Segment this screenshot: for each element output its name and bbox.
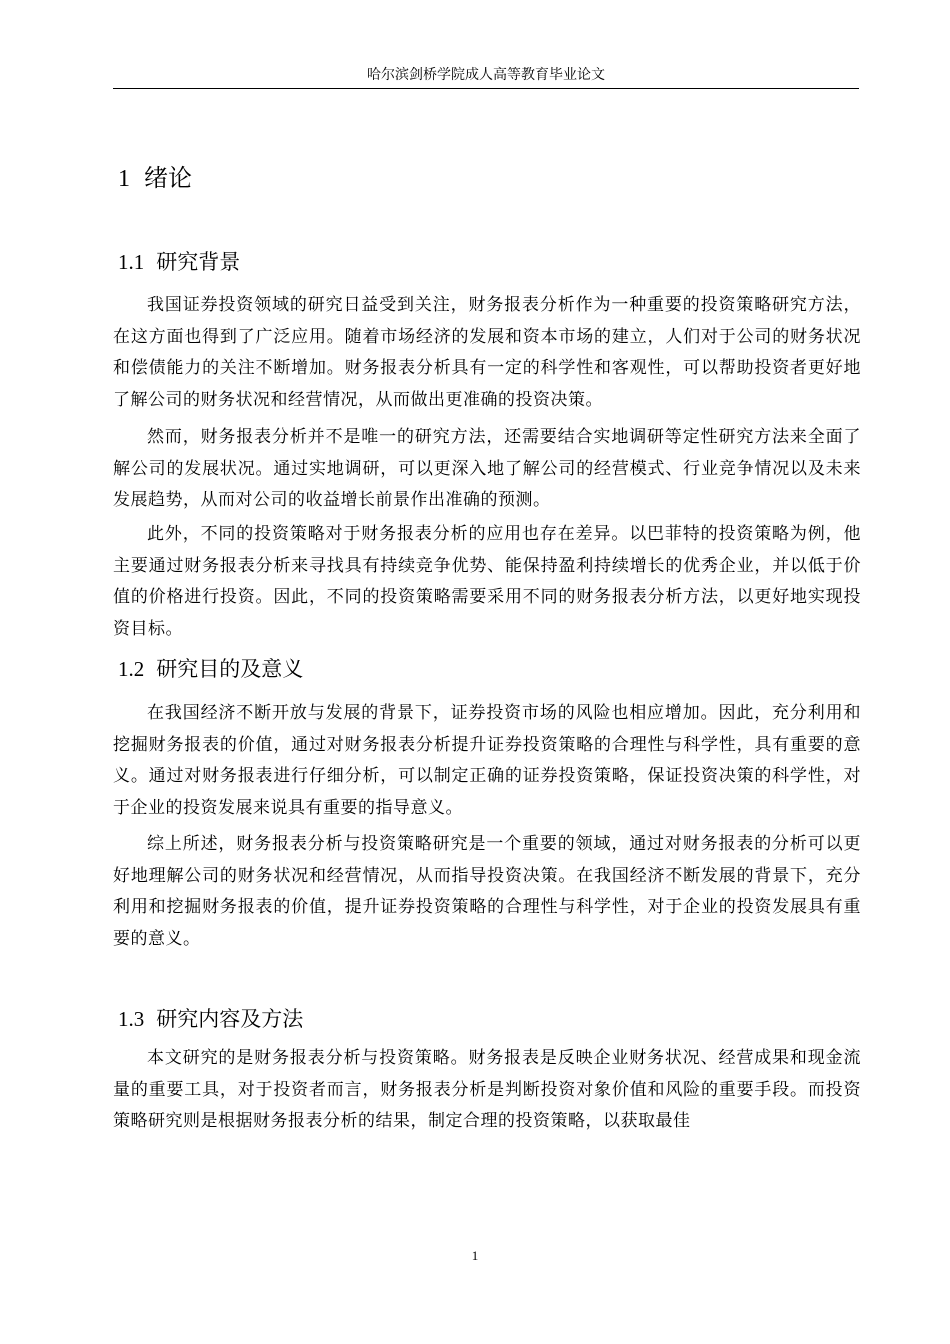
section-title-text: 研究背景 [156, 250, 241, 274]
paragraph: 此外，不同的投资策略对于财务报表分析的应用也存在差异。以巴菲特的投资策略为例，他主要通过财务报表分析来寻找具有持续竞争优势、能保持盈利持续增长的优秀企业，并以低于价值的价格进行投资。因此，不同的投资策略需要采用不同的财务报表分析方法，以更好地实现投资目标。 [113, 524, 861, 639]
chapter-title [118, 160, 192, 197]
paragraph: 综上所述，财务报表分析与投资策略研究是一个重要的领域，通过对财务报表的分析可以更好地理解公司的财务状况和经营情况，从而指导投资决策。在我国经济不断发展的背景下，充分利用和挖掘财务报表的价值，提升证券投资策略的合理性与科学性，对于企业的投资发展具有重要的意义。 [113, 834, 861, 949]
section-title-1-2 [118, 653, 303, 685]
page-number: 1 [471, 1248, 479, 1263]
section-title-text: 研究目的及意义 [156, 657, 304, 681]
section-title-1-1 [118, 246, 240, 278]
chapter-number: 1 [118, 166, 130, 192]
section-title-1-3 [118, 1003, 303, 1035]
chapter-title-text: 绪论 [144, 164, 192, 192]
paragraph: 在我国经济不断开放与发展的背景下，证券投资市场的风险也相应增加。因此，充分利用和挖掘财务报表的价值，通过对财务报表分析提升证券投资策略的合理性与科学性，具有重要的意义。通过对财务报表进行仔细分析，可以制定正确的证券投资策略，保证投资决策的科学性，对于企业的投资发展来说具有重要的指导意义。 [113, 703, 861, 818]
header-title: 哈尔滨剑桥学院成人高等教育毕业论文 [367, 67, 605, 83]
section-number: 1.2 [118, 657, 145, 681]
section-title-text: 研究内容及方法 [156, 1007, 304, 1031]
page-header [113, 66, 859, 89]
section-number: 1.1 [118, 250, 145, 274]
section-number: 1.3 [118, 1007, 145, 1031]
paragraph: 本文研究的是财务报表分析与投资策略。财务报表是反映企业财务状况、经营成果和现金流量的重要工具，对于投资者而言，财务报表分析是判断投资对象价值和风险的重要手段。而投资策略研究则是根据财务报表分析的结果，制定合理的投资策略，以获取最佳 [113, 1048, 861, 1131]
paragraph: 然而，财务报表分析并不是唯一的研究方法，还需要结合实地调研等定性研究方法来全面了解公司的发展状况。通过实地调研，可以更深入地了解公司的经营模式、行业竞争情况以及未来发展趋势，从而对公司的收益增长前景作出准确的预测。 [113, 427, 861, 510]
paragraph: 我国证券投资领域的研究日益受到关注，财务报表分析作为一种重要的投资策略研究方法，在这方面也得到了广泛应用。随着市场经济的发展和资本市场的建立，人们对于公司的财务状况和偿债能力的关注不断增加。财务报表分析具有一定的科学性和客观性，可以帮助投资者更好地了解公司的财务状况和经营情况，从而做出更准确的投资决策。 [113, 295, 861, 410]
